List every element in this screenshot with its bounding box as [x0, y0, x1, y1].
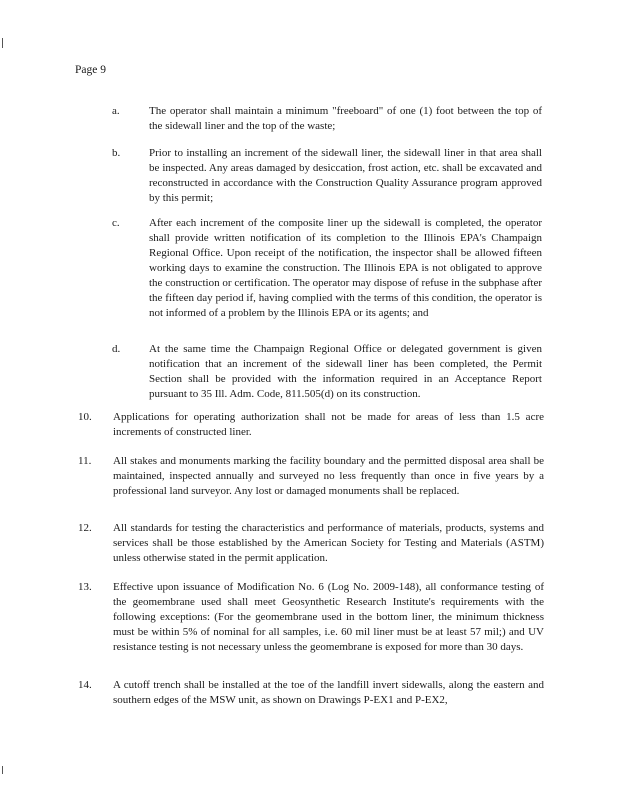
scan-edge-mark-bottom: [2, 766, 3, 774]
list-item-text: At the same time the Champaign Regional Office or delegated government is given notification that an increment of the sidewall liner has been completed, the Permit Section shall be provided with the information required in an Acceptance Report pursuant to 35 Ill. Adm. Code, 811.505(d) on its construction.: [149, 343, 542, 400]
condition-13: [78, 580, 544, 655]
page-header: Page 9: [75, 64, 106, 76]
list-item-text: Prior to installing an increment of the sidewall liner, the sidewall liner in that area shall be inspected. Any areas damaged by desiccation, frost action, etc. shall be excavated and reconstructed in accordance with the Construction Quality Assurance program approved by this permit;: [149, 147, 542, 204]
condition-number: 10.: [78, 411, 92, 423]
condition-number: 12.: [78, 522, 92, 534]
condition-number: 14.: [78, 679, 92, 691]
condition-number: 13.: [78, 581, 92, 593]
condition-11: [78, 454, 544, 499]
condition-text: A cutoff trench shall be installed at the toe of the landfill invert sidewalls, along the eastern and southern edges of the MSW unit, as shown on Drawings P-EX1 and P-EX2,: [113, 679, 544, 706]
list-marker: b.: [112, 147, 121, 159]
condition-14: [78, 678, 544, 708]
list-item-d: [112, 342, 542, 402]
condition-text: All stakes and monuments marking the facility boundary and the permitted disposal area shall be maintained, inspected annually and surveyed no less frequently than once in five years by a professional land surveyor. Any lost or damaged monuments shall be replaced.: [113, 455, 544, 497]
scan-edge-mark-top: [2, 38, 3, 48]
condition-12: [78, 521, 544, 566]
condition-text: Applications for operating authorization shall not be made for areas of less than 1.5 acre increments of constructed liner.: [113, 411, 544, 438]
list-marker: a.: [112, 105, 120, 117]
list-item-a: [112, 104, 542, 134]
list-item-c: [112, 216, 542, 321]
list-marker: c.: [112, 217, 120, 229]
list-item-b: [112, 146, 542, 206]
condition-number: 11.: [78, 455, 92, 467]
list-marker: d.: [112, 343, 121, 355]
condition-text: Effective upon issuance of Modification No. 6 (Log No. 2009-148), all conformance testing of the geomembrane used shall meet Geosynthetic Research Institute's requirements with the following exceptions: (For the geomembrane used in the bottom liner, the minimum thickness must be within 5% of nominal for all samples, i.e. 60 mil liner must be at least 57 mil;) and UV resistance testing is not necessary unless the geomembrane is exposed for more than 30 days.: [113, 581, 544, 653]
condition-text: All standards for testing the characteristics and performance of materials, products, systems and services shall be those established by the American Society for Testing and Materials (ASTM) unless otherwise stated in the permit application.: [113, 522, 544, 564]
list-item-text: The operator shall maintain a minimum "freeboard" of one (1) foot between the top of the sidewall liner and the top of the waste;: [149, 105, 542, 132]
list-item-text: After each increment of the composite liner up the sidewall is completed, the operator shall provide written notification of its completion to the Illinois EPA's Champaign Regional Office. Upon receipt of the notification, the inspector shall be allowed fifteen working days to examine the construction. The Illinois EPA is not obligated to approve the construction or certification. The operator may dispose of refuse in the subphase after the fifteen day period if, having complied with the terms of this condition, the operator is not informed of a problem by the Illinois EPA or its agents; and: [149, 217, 542, 319]
condition-10: [78, 410, 544, 440]
